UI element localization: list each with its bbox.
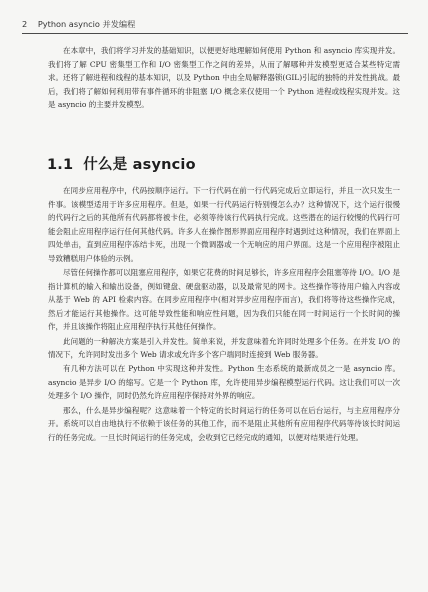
section-body: [48, 184, 400, 445]
header-rule: [22, 33, 408, 34]
paragraph: 此问题的一种解决方案是引入并发性。简单来说，并发意味着允许同时处理多个任务。在并发 I/O 的情况下，允许同时发出多个 Web 请求或允许多个客户端同时连接到 Web 服务器。: [48, 336, 400, 360]
section-title: 什么是 asyncio: [83, 157, 196, 173]
intro-text: [48, 44, 400, 112]
book-title: Python asyncio 并发编程: [37, 19, 136, 29]
intro-paragraph: 在本章中，我们将学习并发的基础知识，以便更好地理解如何使用 Python 和 asyncio 库实现并发。我们将了解 CPU 密集型工作和 I/O 密集型工作之间的差异，从而了解哪种并发模型更适合某些特定需求。还将了解进程和线程的基本知识，以及 Python 中由全局解释器锁(GIL)引起的独特的并发性挑战。最后，我们将了解如何利用带有事件循环的非阻塞 I/O 概念来仅使用一个 Python 进程或线程实现并发。这是 asyncio 的主要并发模型。: [48, 46, 400, 110]
paragraph: 尽管任何操作都可以阻塞应用程序，如果它花费的时间足够长，许多应用程序会阻塞等待 I/O。I/O 是指计算机的输入和输出设备，例如键盘、硬盘驱动器，以及最常见的网卡。这些操作等待用户输入内容或从基于 Web 的 API 检索内容。在同步应用程序中(相对异步应用程序而言)，我们将等待这些操作完成，然后才能运行其他操作。这可能导致性能和响应性问题，因为我们只能在同一时间运行一个长时间的操作，并且该操作将阻止应用程序执行其他任何操作。: [48, 268, 400, 332]
running-header: [22, 19, 135, 30]
section-heading: [47, 153, 196, 174]
page-number: 2: [22, 19, 28, 29]
paragraph: 有几种方法可以在 Python 中实现这种并发性。Python 生态系统的最新成员之一是 asyncio 库。asyncio 是异步 I/O 的缩写。它是一个 Python 库，允许使用异步编程模型运行代码。这让我们可以一次处理多个 I/O 操作，同时仍然允许应用程序保持对外界的响应。: [48, 364, 400, 401]
paragraph: 在同步应用程序中，代码按顺序运行。下一行代码在前一行代码完成后立即运行，并且一次只发生一件事。该模型适用于许多应用程序。但是，如果一行代码运行特别慢怎么办？这种情况下，这个运行很慢的代码行之后的其他所有代码都将被卡住，必须等待该行代码执行完成。这些潜在的运行较慢的代码行可能会阻止应用程序运行任何其他代码。许多人在操作图形界面应用程序时遇到过这种情况，我们在界面上四处单击，直到应用程序冻结卡死，出现一个微调器或一个无响应的用户界面。这是一个应用程序被阻止导致糟糕用户体验的示例。: [48, 186, 400, 263]
section-number: 1.1: [47, 157, 74, 173]
paragraph: 那么，什么是异步编程呢？这意味着一个特定的长时间运行的任务可以在后台运行，与主应用程序分开。系统可以自由地执行不依赖于该任务的其他工作，而不是阻止其他所有应用程序代码等待该长时间运行的任务完成。一旦长时间运行的任务完成，会收到它已经完成的通知，以便对结果进行处理。: [48, 405, 400, 442]
